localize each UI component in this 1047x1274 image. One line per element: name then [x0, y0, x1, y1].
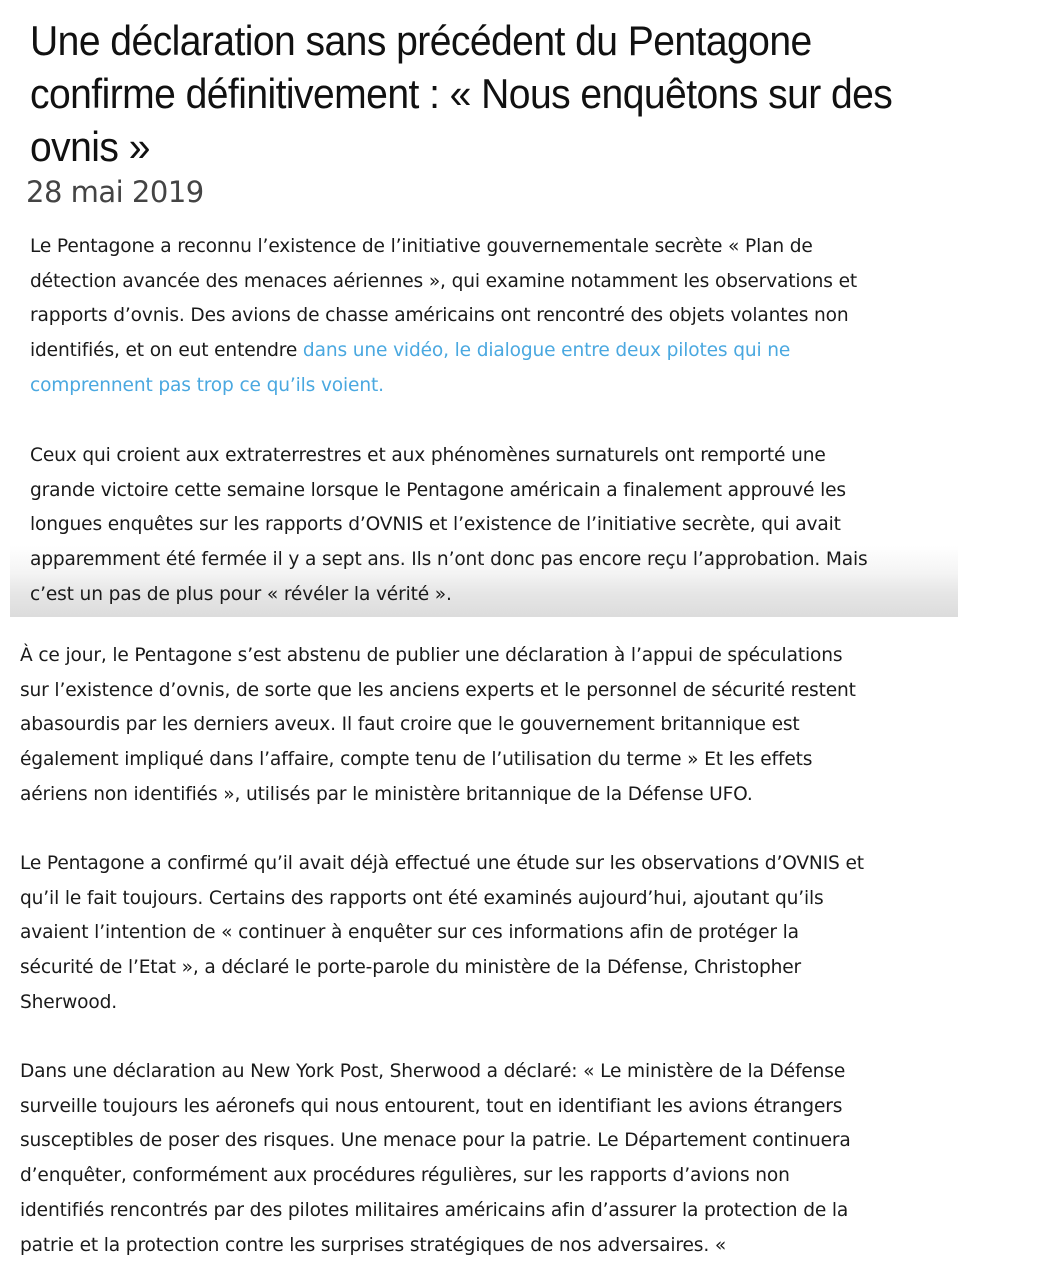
intro-paragraph-2 — [30, 439, 955, 613]
paragraph-text: identifiés, et on eut entendre — [30, 340, 303, 362]
body-paragraph-4 — [20, 847, 955, 1021]
paragraph-line: c’est un pas de plus pour « révéler la vérité ». — [30, 583, 452, 605]
paragraph-line: détection avancée des menaces aériennes », qui examine notamment les observations et — [30, 270, 858, 292]
paragraph-line: abasourdis par les derniers aveux. Il faut croire que le gouvernement britannique est — [20, 714, 800, 736]
article-title — [30, 14, 1044, 173]
paragraph-line: qu’il le fait toujours. Certains des rapports ont été examinés aujourd’hui, ajoutant qu’ils — [20, 887, 824, 909]
paragraph-line: sécurité de l’Etat », a déclaré le porte-parole du ministère de la Défense, Christopher — [20, 957, 802, 979]
body-paragraph-5 — [20, 1055, 955, 1263]
intro-paragraph-1 — [30, 230, 950, 404]
paragraph-line: également impliqué dans l’affaire, compte tenu de l’utilisation du terme » Et les effets — [20, 749, 813, 771]
paragraph-line: grande victoire cette semaine lorsque le Pentagone américain a finalement approuvé les — [30, 479, 846, 501]
paragraph-line: aériens non identifiés », utilisés par le ministère britannique de la Défense UFO. — [20, 783, 753, 805]
paragraph-line: Dans une déclaration au New York Post, Sherwood a déclaré: « Le ministère de la Défense — [20, 1061, 846, 1082]
paragraph-line: surveille toujours les aéronefs qui nous entourent, tout en identifiant les avions étrangers — [20, 1095, 843, 1117]
paragraph-line: identifiés rencontrés par des pilotes militaires américains afin d’assurer la protection de la — [20, 1199, 849, 1221]
paragraph-line: susceptibles de poser des risques. Une menace pour la patrie. Le Département continuera — [20, 1130, 851, 1152]
title-line: Une déclaration sans précédent du Pentagone — [30, 17, 812, 64]
paragraph-line: Ceux qui croient aux extraterrestres et aux phénomènes surnaturels ont remporté une — [30, 445, 826, 466]
paragraph-line: longues enquêtes sur les rapports d’OVNIS et l’existence de l’initiative secrète, qui avait — [30, 514, 841, 536]
paragraph-line — [30, 369, 950, 404]
paragraph-line: Le Pentagone a confirmé qu’il avait déjà effectué une étude sur les observations d’OVNIS et — [20, 853, 864, 874]
article-date: 28 mai 2019 — [26, 175, 204, 209]
paragraph-line: Sherwood. — [20, 991, 117, 1013]
paragraph-line: apparemment été fermée il y a sept ans. Ils n’ont donc pas encore reçu l’approbation. Mais — [30, 549, 868, 571]
body-paragraph-3 — [20, 639, 955, 813]
video-dialogue-link[interactable]: dans une vidéo, le dialogue entre deux pilotes qui ne — [302, 340, 791, 362]
paragraph-line: Le Pentagone a reconnu l’existence de l’initiative gouvernementale secrète « Plan de — [30, 236, 813, 257]
title-line: ovnis » — [30, 123, 150, 170]
title-line: confirme définitivement : « Nous enquêtons sur des — [30, 70, 893, 117]
paragraph-line — [30, 334, 950, 369]
video-dialogue-link-continued[interactable]: comprennent pas trop ce qu’ils voient. — [30, 374, 384, 396]
paragraph-line: d’enquêter, conformément aux procédures régulières, sur les rapports d’avions non — [20, 1165, 790, 1187]
paragraph-line: patrie et la protection contre les surprises stratégiques de nos adversaires. « — [20, 1234, 727, 1256]
paragraph-line: rapports d’ovnis. Des avions de chasse américains ont rencontré des objets volantes non — [30, 305, 849, 327]
paragraph-line: avaient l’intention de « continuer à enquêter sur ces informations afin de protéger la — [20, 922, 799, 944]
paragraph-line: sur l’existence d’ovnis, de sorte que les anciens experts et le personnel de sécurité restent — [20, 679, 856, 701]
paragraph-line: À ce jour, le Pentagone s’est abstenu de publier une déclaration à l’appui de spéculations — [20, 645, 843, 666]
